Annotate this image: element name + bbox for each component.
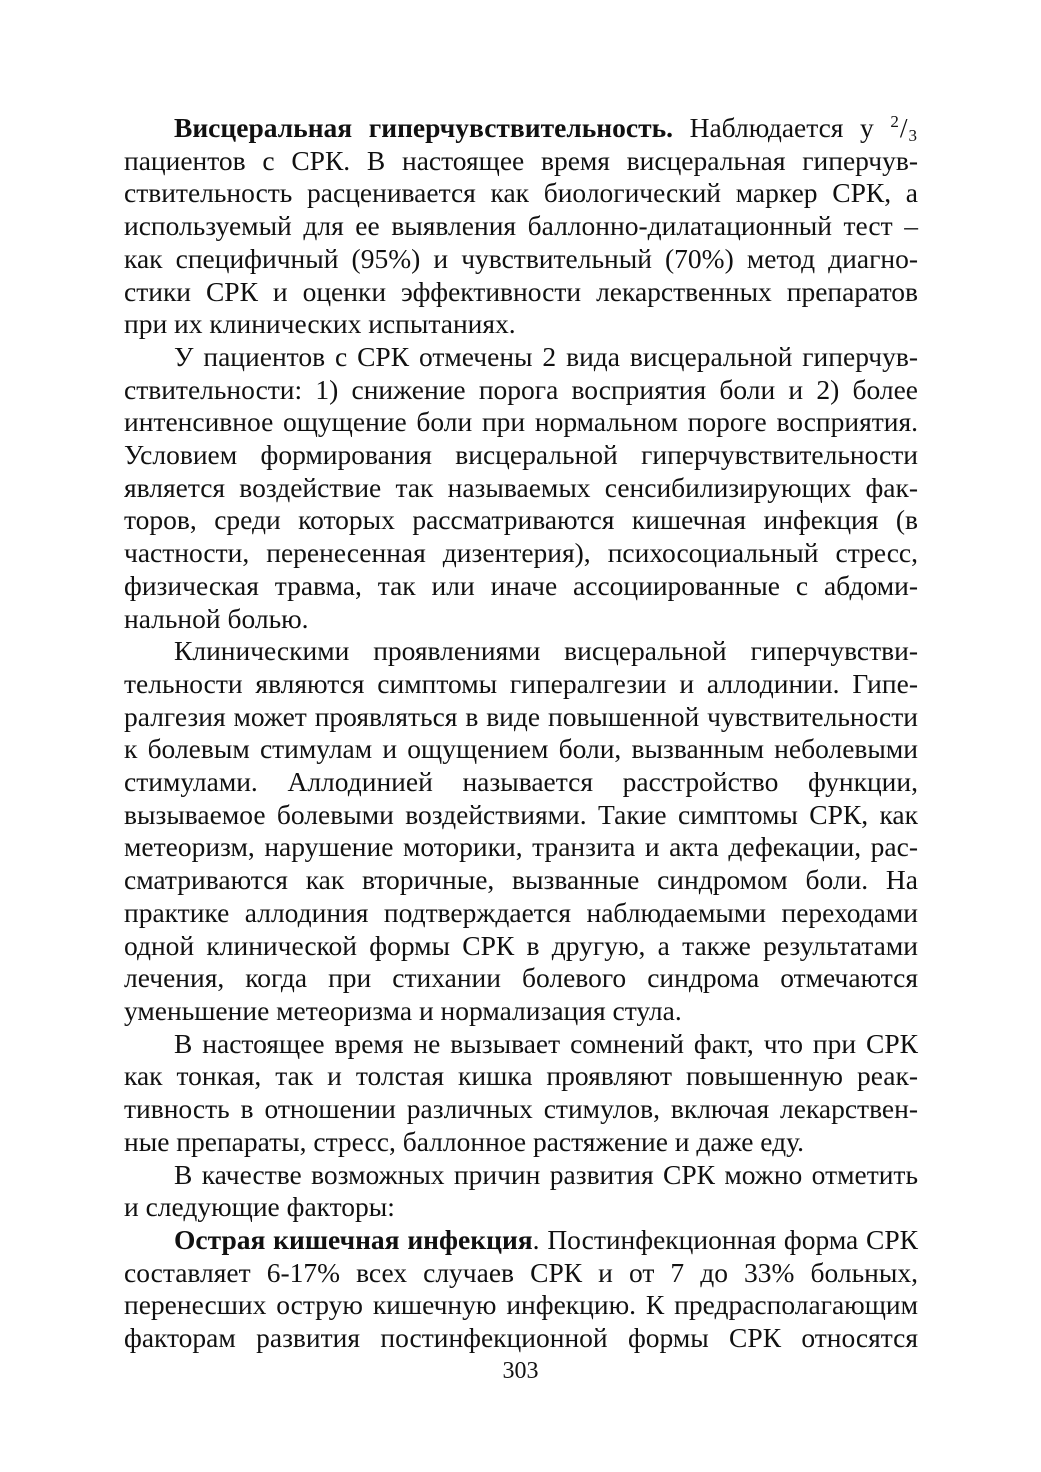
paragraph-text: . Постинфекционная форма СРК составляет 6-17% всех случаев СРК и от 7 до 33% больных, перенесших острую кишечную инфекцию. К предрасполагающим факторам развития постинфекционной формы СРК относятся — [124, 1223, 918, 1354]
page-body — [124, 112, 918, 1355]
paragraph-clinical-manifestations: Клиническими проявлениями висцеральной гиперчувствительности являются симптомы гипералгезии и аллодинии. Гипералгезия может проявляться в виде повышенной чувствительности к болевым стимулам и ощущением боли, вызванным неболевыми стимулами. Аллодинией называется расстройство функции, вызываемое болевыми воздействиями. Такие симптомы СРК, как метеоризм, нарушение моторики, транзита и акта дефекации, рассматриваются как вторичные, вызванные синдромом боли. На практике аллодиния подтверждается наблюдаемыми переходами одной клинической формы СРК в другую, а также результатами лечения, когда при стихании болевого синдрома отмечаются уменьшение метеоризма и нормализация стула. — [124, 635, 918, 1026]
paragraph-text: Наблюдается у — [673, 112, 891, 143]
paragraph-visceral-hypersensitivity — [124, 112, 918, 341]
paragraph-two-types: У пациентов с СРК отмечены 2 вида висцеральной гиперчувствительности: 1) снижение порога восприятия боли и 2) более интенсивное ощущение боли при нормальном пороге восприятия. Условием формирования висцеральной гиперчувствительности является воздействие так называемых сенсибилизирующих факторов, среди которых рассматриваются кишечная инфекция (в частности, перенесенная дизентерия), психосоциальный стресс, физическая травма, так или иначе ассоциированные с абдоминальной болью. — [124, 340, 918, 634]
paragraph-possible-causes: В качестве возможных причин развития СРК можно отметить и следующие факторы: — [124, 1158, 918, 1223]
fraction: $^2/_3$ — [890, 112, 918, 145]
paragraph-lead-heading: Висцеральная гиперчувствительность. — [174, 112, 674, 143]
fraction-denominator: 3 — [908, 126, 918, 145]
paragraph-intestinal-reactivity: В настоящее время не вызывает сомнений факт, что при СРК как тонкая, так и толстая кишка проявляют повышенную реактивность в отношении различных стимулов, включая лекарственные препараты, стресс, баллонное растяжение и даже еду. — [124, 1027, 918, 1157]
page-number: 303 — [502, 1358, 539, 1384]
paragraph-text: пациентов с СРК. В настоящее время висцеральная гиперчувствительность расценивается как биологический маркер СРК, а используемый для ее выявления баллонно-дилатационный тест – как специфичный (95%) и чувствительный (70%) метод диагностики СРК и оценки эффективности лекарственных препаратов при их клинических испытаниях. — [124, 144, 918, 340]
paragraph-acute-infection — [124, 1224, 918, 1355]
paragraph-lead-heading: Острая кишечная инфекция — [174, 1223, 533, 1255]
fraction-numerator: 2 — [890, 112, 900, 131]
